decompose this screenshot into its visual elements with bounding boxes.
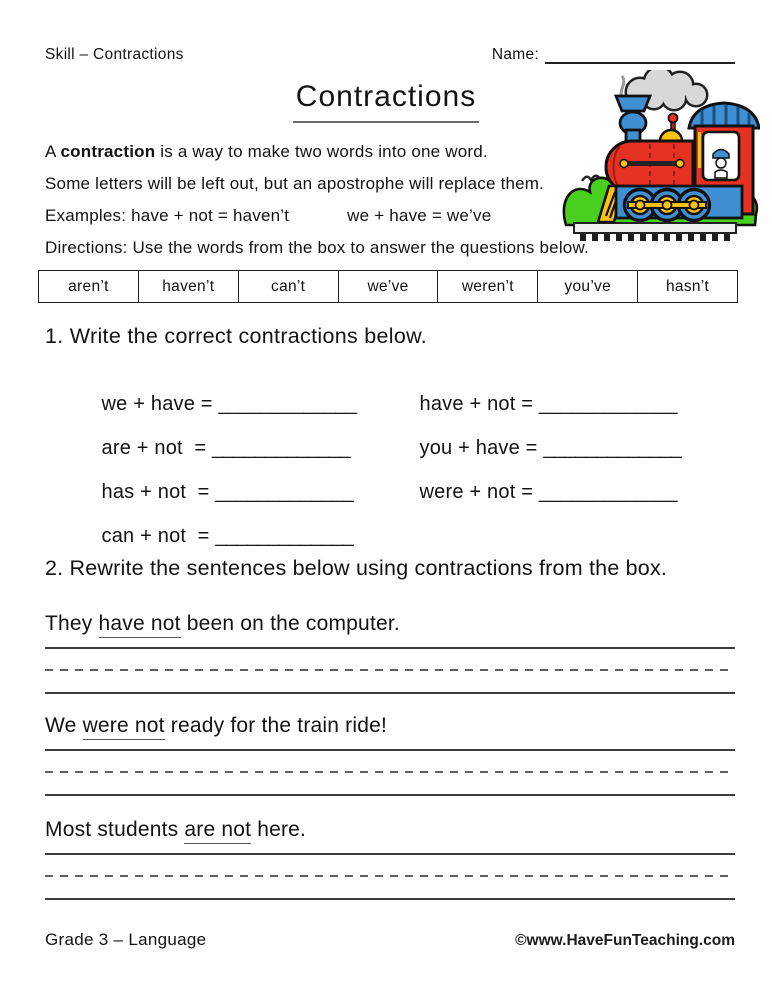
sentence-pre: Most students bbox=[45, 818, 185, 841]
sentence-block bbox=[45, 712, 735, 796]
word-box-cell: you’ve bbox=[538, 271, 638, 302]
name-label: Name: bbox=[491, 46, 539, 63]
word-box bbox=[38, 270, 738, 303]
writing-guide-dashed-line bbox=[45, 875, 735, 877]
example-2: we + have = we’ve bbox=[347, 206, 492, 225]
equation-left bbox=[102, 481, 420, 504]
answer-blank: _____________ bbox=[218, 393, 357, 415]
intro-line1-pre: A bbox=[45, 142, 61, 161]
cab-window bbox=[703, 132, 739, 180]
footer-row bbox=[45, 930, 735, 950]
word-box-cell: we’ve bbox=[339, 271, 439, 302]
equation-right bbox=[420, 393, 677, 415]
sentence-pre: We bbox=[45, 714, 83, 737]
equation-left bbox=[102, 393, 420, 416]
writing-guide-dashed-line bbox=[45, 771, 735, 773]
sentence-underlined-phrase: were not bbox=[83, 714, 165, 740]
section1-heading: 1. Write the correct contractions below. bbox=[45, 324, 428, 348]
equation-row bbox=[90, 414, 681, 460]
sentence-text bbox=[45, 816, 735, 855]
equation-right bbox=[420, 437, 682, 459]
equation-label: has + not = bbox=[101, 481, 216, 503]
equation-left bbox=[102, 525, 420, 548]
sentence-underlined-phrase: are not bbox=[184, 818, 251, 844]
equation-label: you + have = bbox=[419, 437, 544, 459]
writing-guide-solid-line bbox=[45, 794, 735, 796]
directions-line bbox=[45, 232, 589, 264]
name-blank-line bbox=[545, 48, 735, 64]
equation-left bbox=[102, 437, 420, 460]
intro-line1-bold: contraction bbox=[60, 142, 156, 161]
equation-row bbox=[90, 458, 677, 504]
sentence-text bbox=[45, 610, 735, 649]
directions-text: Use the words from the box to answer the questions below. bbox=[132, 238, 589, 257]
word-box-cell: hasn’t bbox=[666, 277, 710, 295]
word-box-cell: haven’t bbox=[139, 271, 239, 302]
examples-label: Examples: bbox=[45, 206, 132, 225]
sentence-pre: They bbox=[45, 612, 99, 635]
writing-guide-solid-line bbox=[45, 898, 735, 900]
grade-label: Grade 3 – Language bbox=[45, 930, 207, 949]
wheels bbox=[625, 190, 710, 221]
cab-trim bbox=[698, 132, 701, 168]
writing-guide-dashed-line bbox=[45, 669, 735, 671]
train-track bbox=[574, 223, 736, 241]
word-box-cell: can’t bbox=[239, 271, 339, 302]
writing-guide-solid-line bbox=[45, 692, 735, 694]
sentence-post: been on the computer. bbox=[180, 612, 400, 635]
sentence-text bbox=[45, 712, 735, 751]
skill-label: Skill – Contractions bbox=[45, 46, 184, 63]
intro-paragraph bbox=[45, 136, 589, 264]
section2-heading: 2. Rewrite the sentences below using contractions from the box. bbox=[45, 556, 668, 580]
answer-blank: _____________ bbox=[538, 481, 677, 503]
name-field bbox=[492, 46, 735, 64]
example-1: have + not = haven’t bbox=[131, 206, 290, 225]
answer-blank: _____________ bbox=[543, 437, 682, 459]
intro-line-2: Some letters will be left out, but an apostrophe will replace them. bbox=[45, 174, 545, 193]
intro-line1-post: is a way to make two words into one word. bbox=[155, 142, 488, 161]
answer-blank: _____________ bbox=[215, 481, 354, 503]
sentence-block bbox=[45, 610, 735, 694]
equation-row bbox=[90, 370, 677, 416]
equation-label: can + not = bbox=[101, 525, 216, 547]
copyright-label: ©www.HaveFunTeaching.com bbox=[515, 932, 735, 949]
equation-label: are + not = bbox=[101, 437, 212, 459]
answer-blank: _____________ bbox=[211, 437, 351, 459]
equation-label: we + have = bbox=[101, 393, 219, 415]
equation-row bbox=[90, 502, 420, 548]
train-illustration bbox=[562, 70, 760, 248]
equation-right bbox=[420, 481, 677, 503]
word-box-cell: aren’t bbox=[39, 271, 139, 302]
equation-label: were + not = bbox=[419, 481, 539, 503]
page-title: Contractions bbox=[293, 80, 479, 123]
intro-line-1 bbox=[45, 136, 589, 168]
sentence-post: ready for the train ride! bbox=[164, 714, 388, 737]
sentence-post: here. bbox=[251, 818, 307, 841]
directions-label: Directions: bbox=[45, 238, 133, 257]
header-row bbox=[45, 46, 735, 64]
sentence-block bbox=[45, 816, 735, 900]
steam-dome bbox=[660, 114, 682, 142]
equation-label: have + not = bbox=[419, 393, 539, 415]
examples-line bbox=[45, 200, 589, 232]
answer-blank: _____________ bbox=[215, 525, 354, 547]
conductor-icon bbox=[713, 150, 729, 159]
smokestack bbox=[616, 96, 650, 145]
sentence-underlined-phrase: have not bbox=[99, 612, 181, 638]
word-box-cell: weren’t bbox=[438, 271, 538, 302]
answer-blank: _____________ bbox=[538, 393, 677, 415]
